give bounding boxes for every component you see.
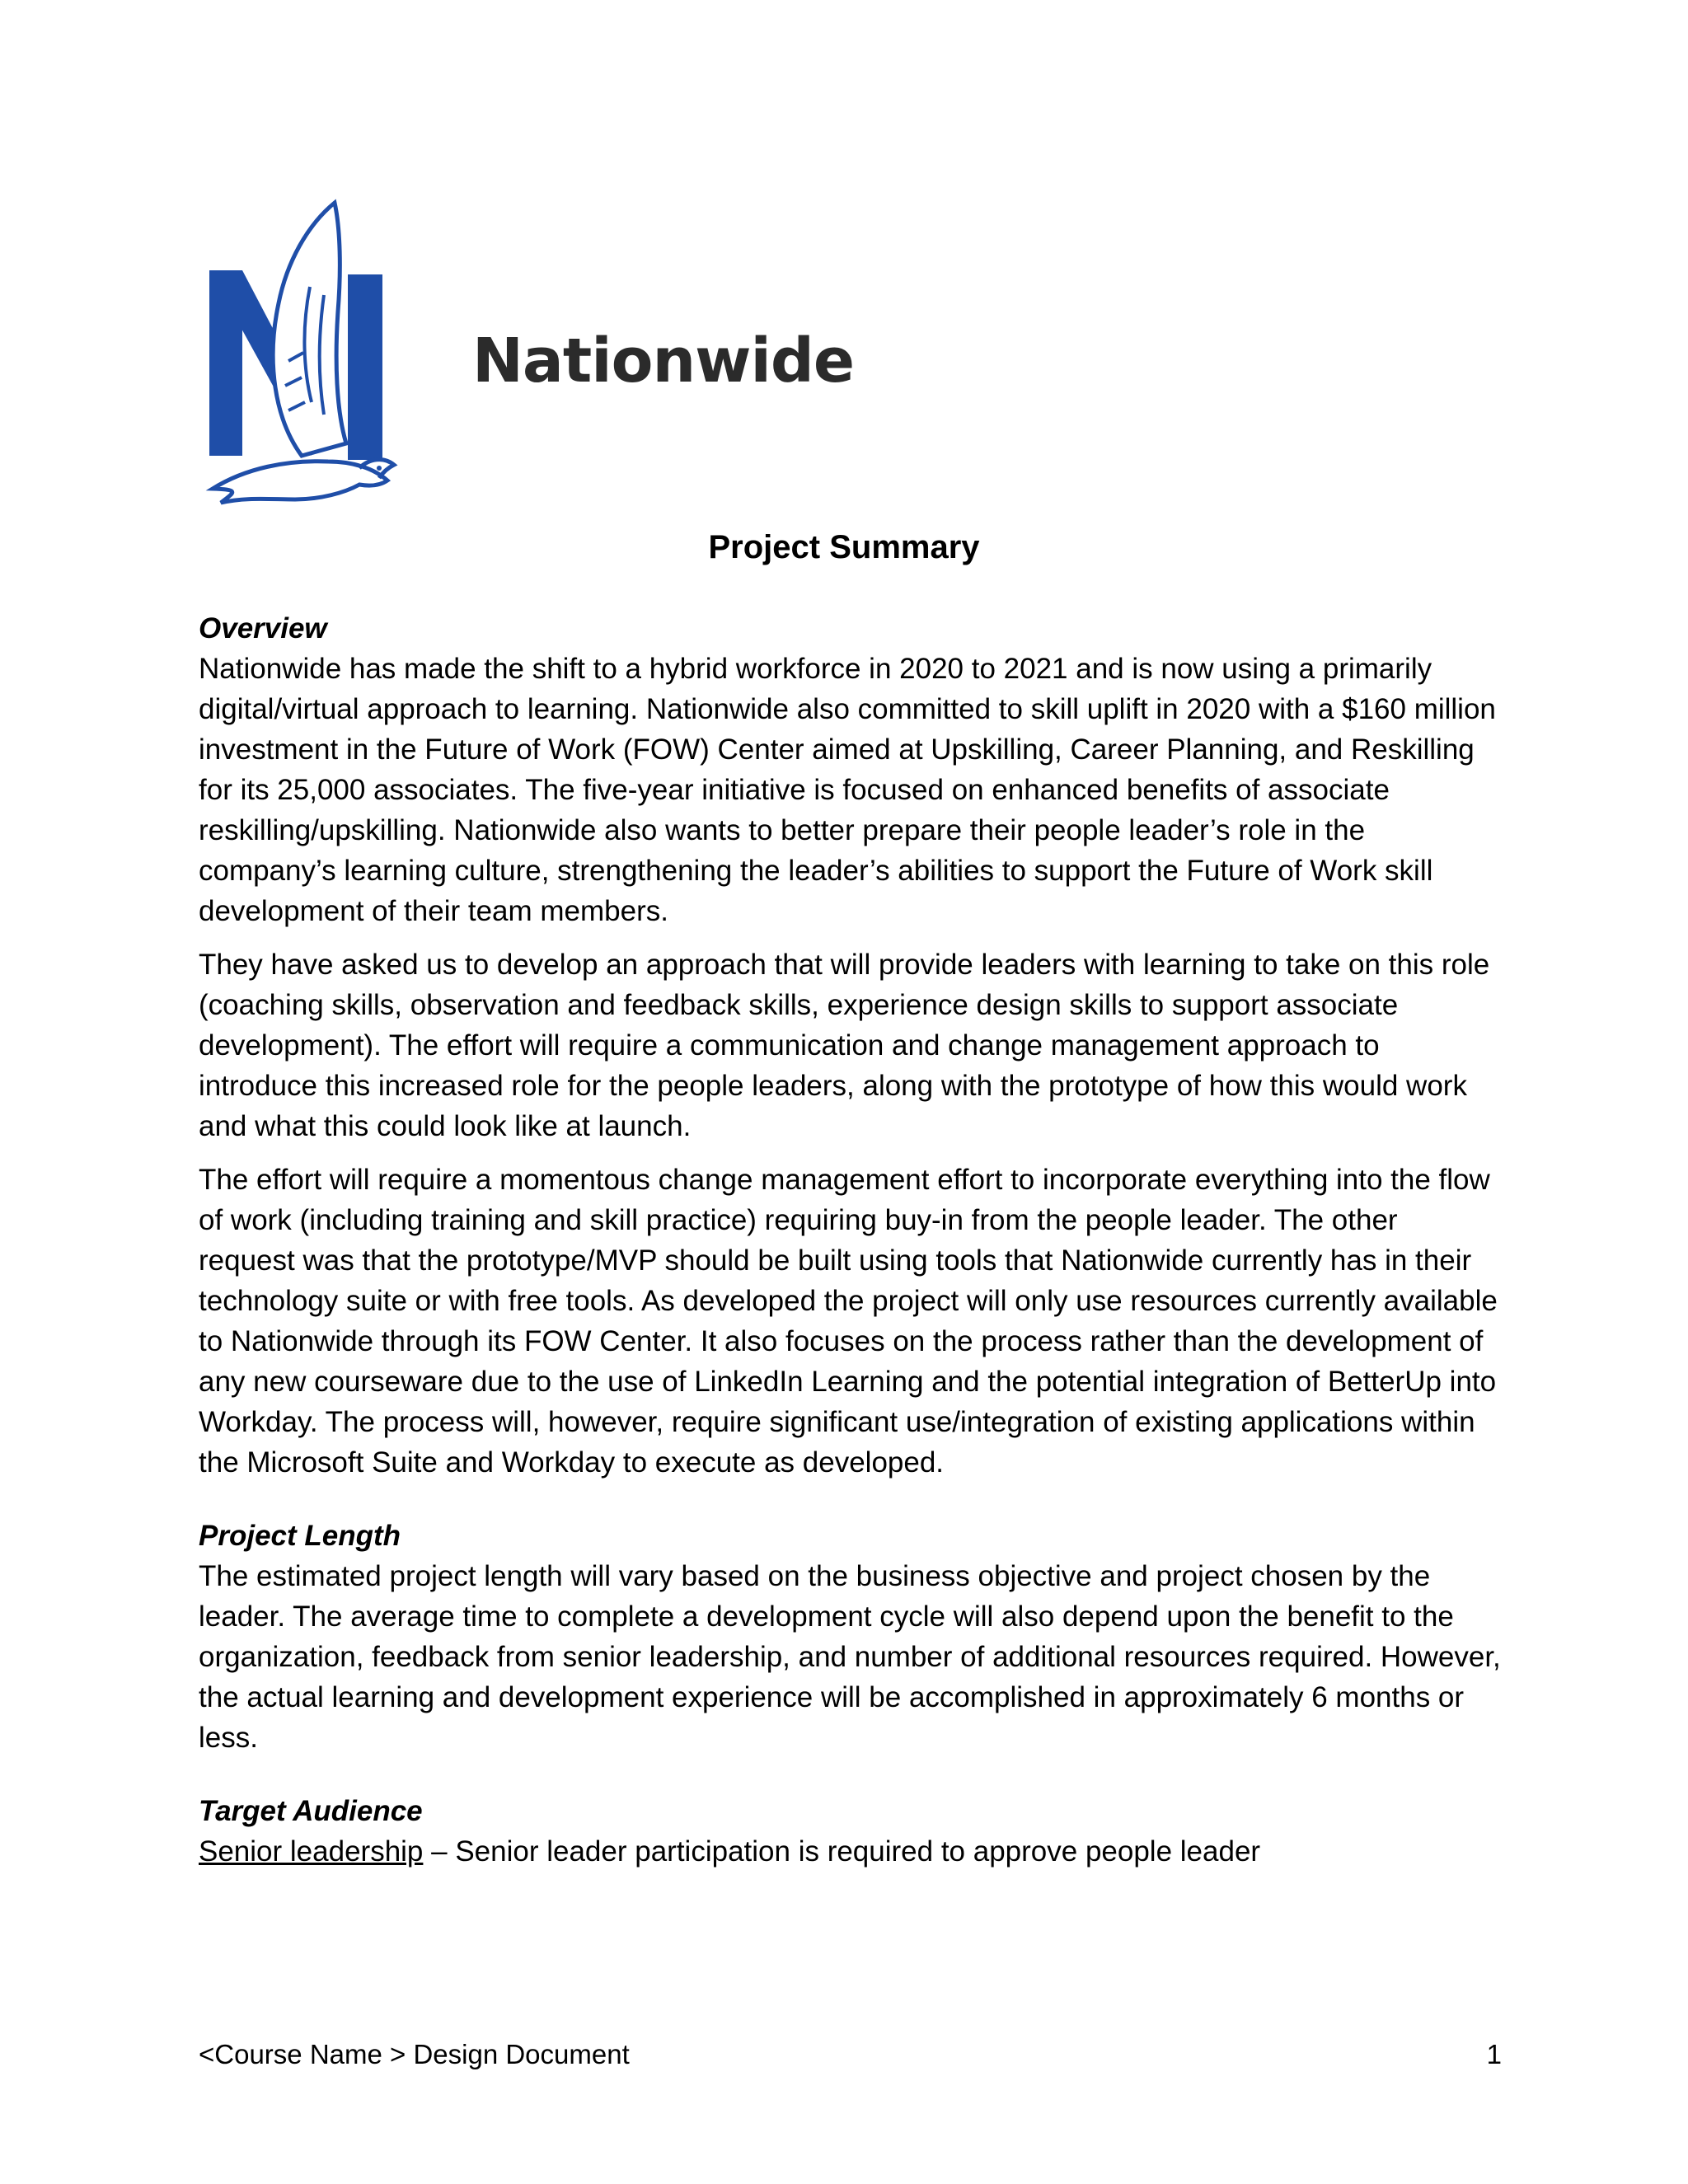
document-body — [199, 608, 1501, 1885]
footer-document-name: <Course Name > Design Document — [199, 2039, 630, 2069]
target-audience-text: Senior leader participation is required to approve people leader — [455, 1835, 1261, 1868]
overview-heading: Overview — [199, 612, 327, 644]
target-audience-heading: Target Audience — [199, 1795, 423, 1827]
nationwide-logo — [196, 196, 856, 518]
overview-paragraph-1: Nationwide has made the shift to a hybrid workforce in 2020 to 2021 and is now using a primarily digital/virtual approach to learning. Nationwide also committed to skill uplift in 2020 with a $160 million investment in the Future of Work (FOW) Center aimed at Upskilling, Career Planning, and Reskilling for its 25,000 associates. The five-year initiative is focused on enhanced benefits of associate reskilling/upskilling. Nationwide also wants to better prepare their people leader’s role in the company’s learning culture, strengthening the leader’s abilities to support the Future of Work skill development of their team members. — [199, 653, 1496, 927]
project-length-heading: Project Length — [199, 1520, 401, 1552]
footer-page-number: 1 — [1486, 2039, 1502, 2069]
senior-leadership-term: Senior leadership — [199, 1835, 424, 1868]
term-separator: – — [423, 1835, 456, 1868]
project-length-paragraph: The estimated project length will vary based on the business objective and project chosen by the leader. The average time to complete a development cycle will also depend upon the benefit to the organization, feedback from senior leadership, and number of additional resources required. However, the actual learning and development experience will be accomplished in approximately 6 months or less. — [199, 1560, 1501, 1754]
overview-paragraph-3: The effort will require a momentous change management effort to incorporate everything into the flow of work (including training and skill practice) requiring buy-in from the people leader. The other request was that the prototype/MVP should be built using tools that Nationwide currently has in their technology suite or with free tools. As developed the project will only use resources currently available to Nationwide through its FOW Center. It also focuses on the process rather than the development of any new courseware due to the use of LinkedIn Learning and the potential integration of BetterUp into Workday. The process will, however, require significant use/integration of existing applications within the Microsoft Suite and Workday to execute as developed. — [199, 1164, 1498, 1479]
target-audience-paragraph — [199, 1831, 1501, 1872]
overview-paragraph-2: They have asked us to develop an approach that will provide leaders with learning to take on this role (coaching skills, observation and feedback skills, experience design skills to support associate development). The effort will require a communication and change management approach to introduce this increased role for the people leaders, along with the prototype of how this would work and what this could look like at launch. — [199, 949, 1490, 1142]
page-title: Project Summary — [708, 529, 980, 565]
brand-wordmark: Nationwide — [472, 326, 855, 396]
